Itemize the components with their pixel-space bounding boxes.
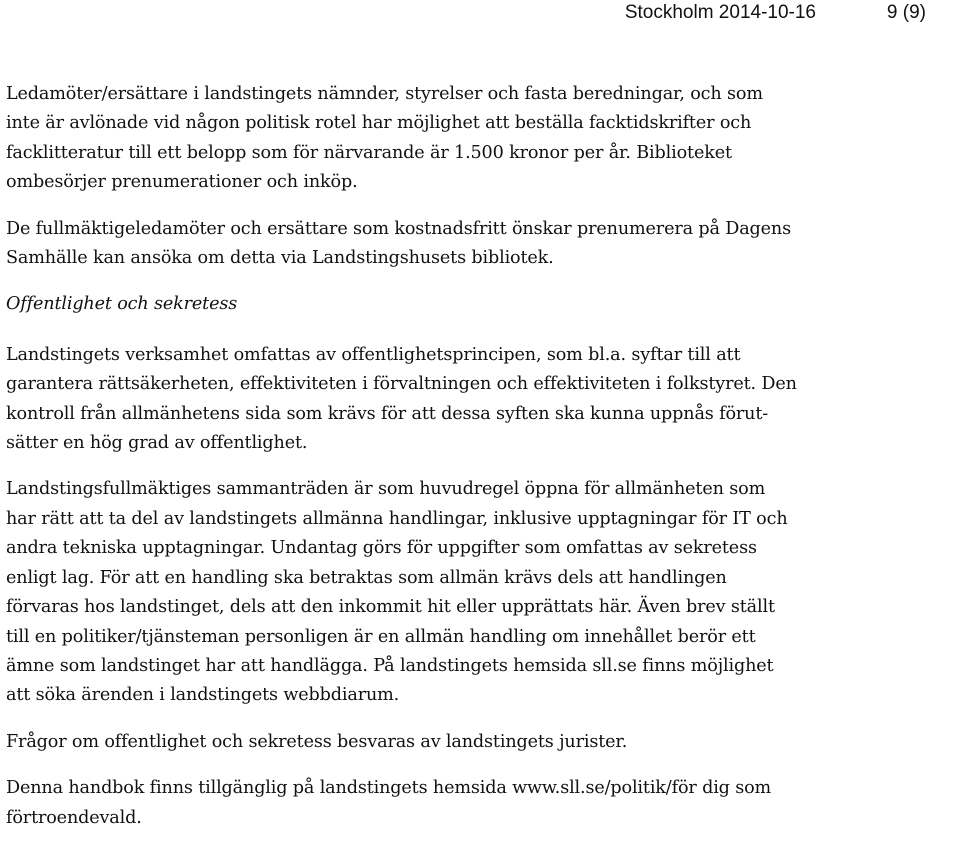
paragraph-jurister: Frågor om offentlighet och sekretess besvaras av landstingets jurister. bbox=[6, 731, 628, 752]
paragraph-handbok: Denna handbok finns tillgänglig på landstingets hemsida www.sll.se/politik/för dig som förtroendevald. bbox=[6, 778, 772, 828]
paragraph-literature-allowance: Ledamöter/ersättare i landstingets nämnder, styrelser och fasta beredningar, och som inte är avlönade vid någon politisk rotel har möjlighet att beställa facktidskrifter och facklitteratur till ett belopp som för närvarande är 1.500 kronor per år. Biblioteket ombesörjer prenumerationer och inköp. bbox=[6, 84, 763, 193]
paragraph-allmanna-handlingar: Landstingsfullmäktiges sammanträden är som huvudregel öppna för allmänheten som har rätt att ta del av landstingets allmänna handlingar, inklusive upptagningar för IT och andra tekniska upptagningar. Undantag görs för uppgifter som omfattas av sekretess enligt lag. För att en handling ska betraktas som allmän krävs dels att handlingen förvaras hos landstinget, dels att den inkommit hit eller upprättats här. Även brev ställt till en politiker/tjänsteman personligen är en allmän handling om innehållet berör ett ämne som landstinget har att handlägga. På landstingets hemsida sll.se finns möjlighet att söka ärenden i landstingets webbdiarum. bbox=[6, 479, 788, 706]
paragraph-offentlighetsprincipen: Landstingets verksamhet omfattas av offentlighetsprincipen, som bl.a. syftar till att garantera rättsäkerheten, effektiviteten i förvaltningen och effektiviteten i folkstyret. Den kontroll från allmänhetens sida som krävs för att dessa syften ska kunna uppnås förut- sätter en hög grad av offentlighet. bbox=[6, 344, 797, 454]
page-number: 9 (9) bbox=[886, 2, 926, 23]
document-body bbox=[6, 80, 960, 833]
paragraph-dagens-samhalle: De fullmäktigeledamöter och ersättare som kostnadsfritt önskar prenumerera på Dagens Samhälle kan ansöka om detta via Landstingshusets bibliotek. bbox=[6, 218, 791, 269]
location-date: Stockholm 2014-10-16 bbox=[624, 2, 816, 23]
section-heading-offentlighet: Offentlighet och sekretess bbox=[6, 294, 238, 315]
